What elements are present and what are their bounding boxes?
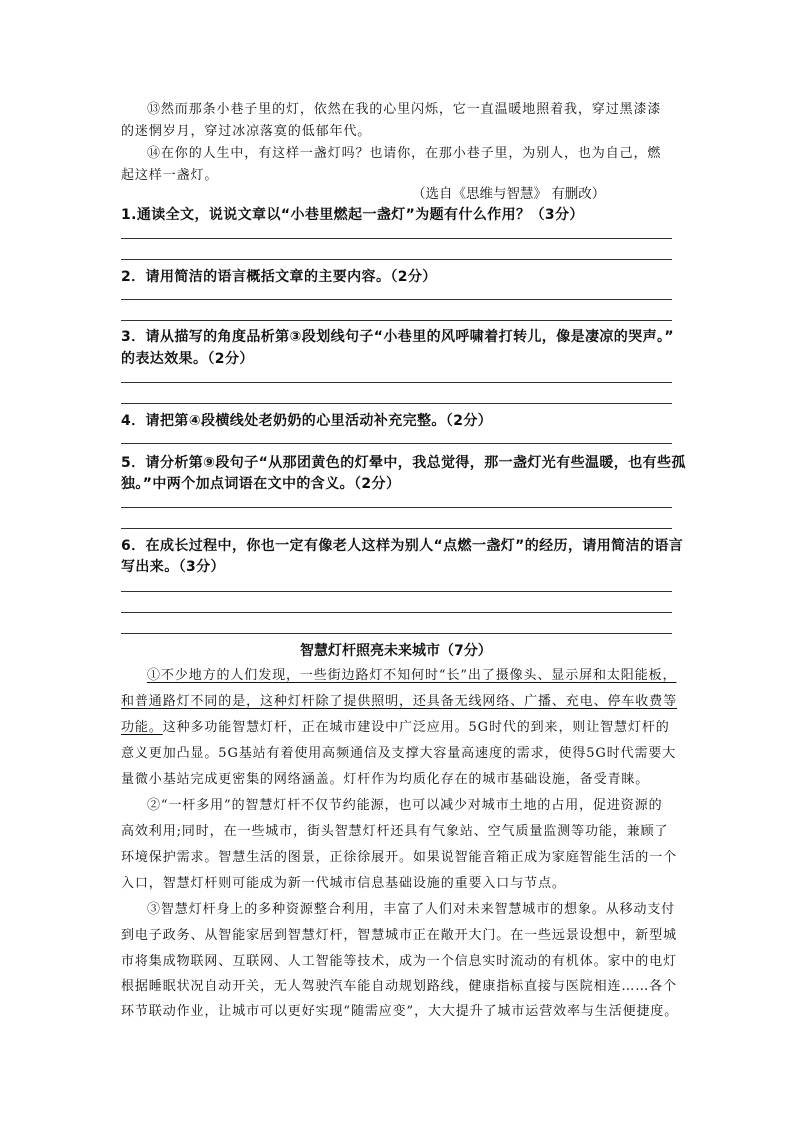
story-source: （选自《思维与智慧》 有删改） [412,186,606,202]
article-title: 智慧灯杆照亮未来城市（7分） [300,643,492,659]
answer-line[interactable] [121,403,672,404]
answer-line[interactable] [121,299,672,300]
article-p3-line5: 环节联动作业，让城市可以更好实现“随需应变”，大大提升了城市运营效率与生活便捷度。 [121,1004,679,1019]
answer-line[interactable] [121,320,672,321]
question-5-line1: 5．请分析第⑨段句子“从那团黄色的灯晕中，我总觉得，那一盏灯光有些温暖，也有些孤 [121,455,686,471]
article-p1-line5: 量微小基站完成更密集的网络涵盖。灯杆作为均质化存在的城市基础设施，备受青睐。 [121,772,650,787]
question-6-line1: 6．在成长过程中，你也一定有像老人这样为别人“点燃一盏灯”的经历，请用简洁的语言 [121,538,684,554]
underlined-text: 功能。 [121,720,163,735]
answer-line[interactable] [121,612,672,613]
story-p13-line2: 的迷惘岁月，穿过冰凉落寞的低郁年代。 [121,124,372,139]
article-p1-line3-rest: 这种多功能智慧灯杆，正在城市建设中广泛应用。5G时代的到来，则让智慧灯杆的 [162,720,670,735]
article-p3-line2: 到电子政务、从智能家居到智慧灯杆，智慧城市正在敞开大门。在一些远景设想中，新型城 [121,928,678,943]
answer-line[interactable] [121,238,672,239]
article-p1-line3 [121,716,670,735]
article-p3-line1: ③智慧灯杆身上的多种资源整合利用，丰富了人们对未来智慧城市的想象。从移动支付 [147,902,676,917]
answer-line[interactable] [121,259,672,260]
question-3-line1: 3．请从描写的角度品析第③段划线句子“小巷里的风呼啸着打转儿，像是凄凉的哭声。” [121,329,674,345]
question-6-line2: 写出来。（3分） [121,559,225,575]
article-p1-line2: 和普通路灯不同的是，这种灯杆除了提供照明，还具备无线网络、广播、充电、停车收费等 [121,694,678,709]
answer-line[interactable] [121,591,672,592]
article-p2-line2: 高效利用;同时，在一些城市，街头智慧灯杆还具有气象站、空气质量监测等功能，兼顾了 [121,824,669,839]
story-p14-line1: ⑭在你的人生中，有这样一盏灯吗？也请你，在那小巷子里，为别人，也为自己，燃 [147,146,662,161]
article-p1-line4: 意义更加凸显。5G基站有着使用高频通信及支撑大容量高速度的需求，使得5G时代需要大 [121,746,677,761]
article-p2-line4: 入口，智慧灯杆则可能成为新一代城市信息基础设施的重要入口与节点。 [121,876,566,891]
question-3-line2: 的表达效果。（2分） [121,351,254,367]
story-p13-line1: ⑬然而那条小巷子里的灯，依然在我的心里闪烁，它一直温暖地照着我，穿过黑漆漆 [147,102,662,117]
story-p14-line2: 起这样一盏灯。 [121,168,219,183]
article-p3-line3: 市将集成物联网、互联网、人工智能等技术，成为一个信息实时流动的有机体。家中的电灯 [121,954,678,969]
question-5-line2: 独。”中两个加点词语在文中的含义。（2分） [121,476,401,492]
answer-line[interactable] [121,507,672,508]
article-p2-line3: 环境保护需求。智慧生活的图景，正徐徐展开。如果说智能音箱正成为家庭智能生活的一个 [121,850,678,865]
question-1: 1.通读全文，说说文章以“小巷里燃起一盏灯”为题有什么作用？（3分） [121,207,584,223]
article-p2-line1: ②“一杆多用”的智慧灯杆不仅节约能源，也可以减少对城市土地的占用，促进资源的 [147,798,663,813]
article-p3-line4: 根据睡眠状况自动开关，无人驾驶汽车能自动规划路线，健康指标直接与医院相连……各个 [121,979,678,994]
question-4: 4．请把第④段横线处老奶奶的心里活动补充完整。（2分） [121,413,493,429]
answer-line[interactable] [121,382,672,383]
answer-line[interactable] [121,443,672,444]
question-2: 2．请用简洁的语言概括文章的主要内容。（2分） [121,269,437,285]
article-p1-line1: ①不少地方的人们发现，一些街边路灯不知何时“长”出了摄像头、显示屏和太阳能板， [147,668,677,683]
answer-line[interactable] [121,633,672,634]
answer-line[interactable] [121,528,672,529]
